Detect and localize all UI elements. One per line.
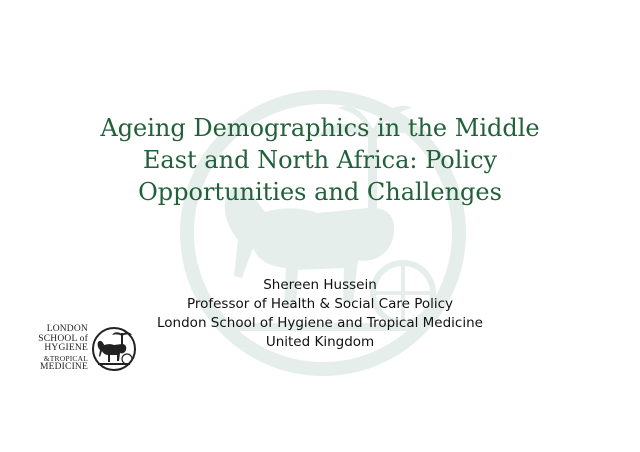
title-line-2: East and North Africa: Policy [142, 146, 498, 174]
logo-text [30, 325, 88, 373]
author-institution: London School of Hygiene and Tropical Medicine [157, 315, 483, 331]
logo-line-1: LONDON [46, 324, 88, 334]
logo-line-3: HYGIENE [44, 343, 88, 353]
lshtm-logo [30, 325, 140, 375]
author-name: Shereen Hussein [263, 277, 377, 293]
slide-title [40, 112, 600, 208]
author-role: Professor of Health & Social Care Policy [186, 296, 454, 312]
title-line-3: Opportunities and Challenges [138, 178, 502, 206]
logo-line-2: SCHOOL of [38, 333, 88, 344]
logo-line-4: &TROPICAL [43, 353, 88, 363]
author-block [120, 276, 520, 352]
title-line-1: Ageing Demographics in the Middle [100, 114, 540, 142]
author-country: United Kingdom [265, 334, 375, 350]
logo-line-5: MEDICINE [39, 362, 88, 372]
lshtm-crest-icon [90, 325, 138, 373]
